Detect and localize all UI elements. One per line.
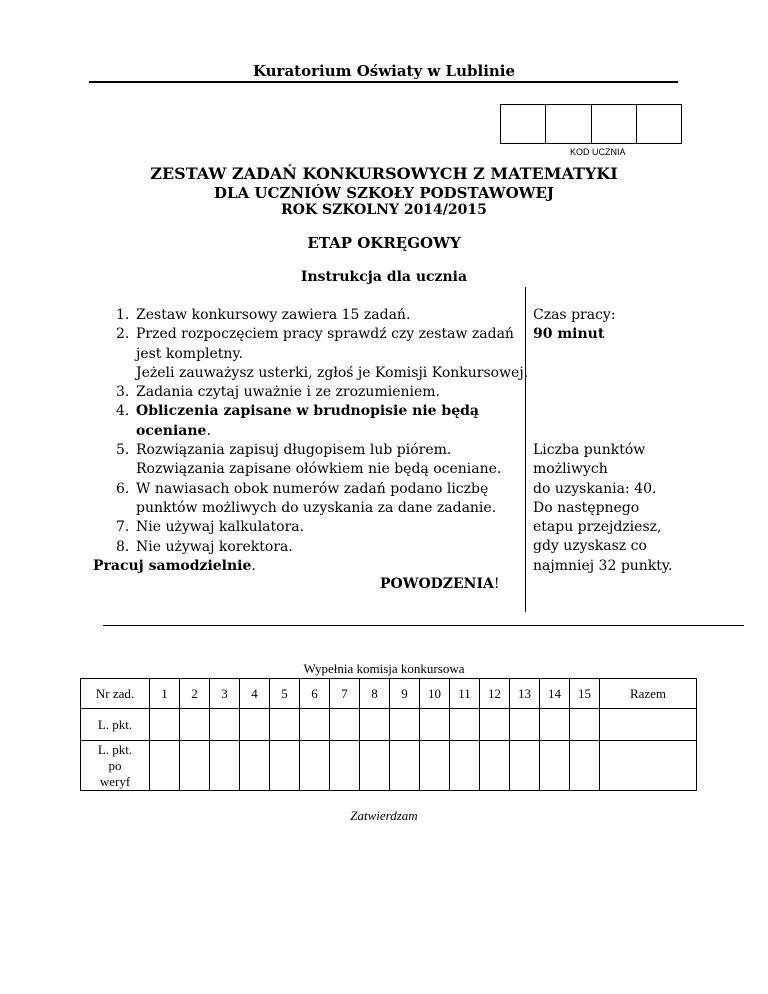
points-info-line: Do następnego xyxy=(533,499,640,516)
points-info xyxy=(533,441,672,576)
work-alone-suffix: . xyxy=(251,558,256,574)
task-number: 15 xyxy=(570,679,600,709)
score-cell[interactable] xyxy=(390,709,420,741)
score-cell[interactable] xyxy=(420,709,450,741)
score-cell[interactable] xyxy=(150,709,180,741)
score-total-cell[interactable] xyxy=(600,709,697,741)
score-row xyxy=(81,741,697,791)
score-cell[interactable] xyxy=(180,709,210,741)
score-cell[interactable] xyxy=(360,709,390,741)
code-cell[interactable] xyxy=(592,105,637,143)
title-line-3: ROK SZKOLNY 2014/2015 xyxy=(281,202,487,218)
score-row xyxy=(81,709,697,741)
rule-text: Rozwiązania zapisane ołówkiem nie będą oceniane. xyxy=(136,461,502,478)
section-divider xyxy=(103,625,744,626)
score-row-label: L. pkt. po weryf xyxy=(81,741,150,791)
rule-text: Zadania czytaj uważnie i ze zrozumieniem. xyxy=(136,384,440,401)
points-info-line: etapu przejdziesz, xyxy=(533,519,662,536)
student-code-box xyxy=(500,104,682,144)
rule-text: Obliczenia zapisane w brudnopisie nie będą oceniane xyxy=(136,403,479,439)
rule-text: Jeżeli zauważysz usterki, zgłoś je Komisji Konkursowej. xyxy=(136,364,529,381)
rule-number: 5. xyxy=(116,442,130,459)
rule-item xyxy=(116,518,536,537)
rule-item xyxy=(116,325,536,344)
score-cell[interactable] xyxy=(450,709,480,741)
rule-text: Nie używaj kalkulatora. xyxy=(136,519,305,536)
score-cell[interactable] xyxy=(480,709,510,741)
score-table xyxy=(80,678,697,791)
score-cell[interactable] xyxy=(330,709,360,741)
task-number: 4 xyxy=(240,679,270,709)
approve-label: Zatwierdzam xyxy=(350,808,418,823)
score-cell[interactable] xyxy=(360,741,390,791)
rule-text: Nie używaj korektora. xyxy=(136,538,293,555)
task-number: 10 xyxy=(420,679,450,709)
title-line-1: ZESTAW ZADAŃ KONKURSOWYCH Z MATEMATYKI xyxy=(150,164,618,183)
title-line-2: DLA UCZNIÓW SZKOŁY PODSTAWOWEJ xyxy=(213,184,555,202)
rule-text: jest kompletny. xyxy=(136,345,243,362)
student-code-label: KOD UCZNIA xyxy=(570,147,626,157)
rule-text: punktów możliwych do uzyskania za dane zadanie. xyxy=(136,499,497,516)
score-cell[interactable] xyxy=(180,741,210,791)
score-cell[interactable] xyxy=(570,741,600,791)
rules-list xyxy=(116,306,536,557)
rule-item xyxy=(116,364,536,383)
stage-title: ETAP OKRĘGOWY xyxy=(307,234,461,252)
time-label: Czas pracy: xyxy=(533,307,616,323)
rule-number: 1. xyxy=(116,307,130,323)
score-cell[interactable] xyxy=(330,741,360,791)
rule-text: Zestaw konkursowy zawiera 15 zadań. xyxy=(136,307,411,323)
task-number: 11 xyxy=(450,679,480,709)
points-info-line: Liczba punktów xyxy=(533,442,646,458)
score-cell[interactable] xyxy=(210,709,240,741)
rule-item xyxy=(116,383,536,402)
score-cell[interactable] xyxy=(300,709,330,741)
rule-item xyxy=(116,499,536,518)
task-number-label: Nr zad. xyxy=(81,679,150,709)
score-cell[interactable] xyxy=(240,741,270,791)
rule-text: Przed rozpoczęciem pracy sprawdź czy zestaw zadań xyxy=(136,326,514,343)
rule-number: 8. xyxy=(116,538,130,555)
task-number: 7 xyxy=(330,679,360,709)
rule-number: 3. xyxy=(116,384,130,401)
rule-text: Rozwiązania zapisuj długopisem lub piórem. xyxy=(136,442,452,459)
score-cell[interactable] xyxy=(270,709,300,741)
rule-suffix: . xyxy=(206,422,211,439)
score-cell[interactable] xyxy=(510,741,540,791)
task-number: 1 xyxy=(150,679,180,709)
score-cell[interactable] xyxy=(420,741,450,791)
task-number: 2 xyxy=(180,679,210,709)
good-luck-note xyxy=(380,576,500,592)
header-title: Kuratorium Oświaty w Lublinie xyxy=(252,62,516,80)
good-luck-suffix: ! xyxy=(493,576,500,592)
work-alone-text: Pracuj samodzielnie xyxy=(93,558,252,574)
good-luck-text: POWODZENIA xyxy=(380,576,494,592)
rule-item xyxy=(116,480,536,499)
committee-caption: Wypełnia komisja konkursowa xyxy=(303,661,465,676)
instruction-heading: Instrukcja dla ucznia xyxy=(300,269,468,285)
points-info-line: najmniej 32 punkty. xyxy=(533,557,673,574)
score-cell[interactable] xyxy=(570,709,600,741)
rule-item xyxy=(116,538,536,557)
rule-item xyxy=(116,306,536,325)
task-number: 13 xyxy=(510,679,540,709)
rule-text: W nawiasach obok numerów zadań podano liczbę xyxy=(136,480,489,497)
score-total-cell[interactable] xyxy=(600,741,697,791)
score-row-label: L. pkt. xyxy=(81,709,150,741)
rule-number: 2. xyxy=(116,326,130,343)
code-cell[interactable] xyxy=(501,105,546,143)
time-value: 90 minut xyxy=(533,326,605,342)
rule-number: 7. xyxy=(116,519,130,536)
score-header-row xyxy=(81,679,697,709)
rule-number: 4. xyxy=(116,403,130,420)
score-cell[interactable] xyxy=(300,741,330,791)
rule-item xyxy=(116,402,536,441)
rule-number: 6. xyxy=(116,480,130,497)
score-cell[interactable] xyxy=(540,741,570,791)
score-cell[interactable] xyxy=(480,741,510,791)
code-cell[interactable] xyxy=(637,105,681,143)
score-cell[interactable] xyxy=(450,741,480,791)
score-cell[interactable] xyxy=(390,741,420,791)
task-number: 8 xyxy=(360,679,390,709)
task-number: 5 xyxy=(270,679,300,709)
points-info-line: do uzyskania: 40. xyxy=(533,480,657,497)
score-cell[interactable] xyxy=(240,709,270,741)
points-info-line: możliwych xyxy=(533,461,608,478)
task-number: 12 xyxy=(480,679,510,709)
rule-item xyxy=(116,441,536,460)
task-number: 3 xyxy=(210,679,240,709)
task-number: 9 xyxy=(390,679,420,709)
score-cell[interactable] xyxy=(510,709,540,741)
header-divider xyxy=(89,81,678,83)
points-info-line: gdy uzyskasz co xyxy=(533,538,647,555)
score-cell[interactable] xyxy=(540,709,570,741)
score-cell[interactable] xyxy=(150,741,180,791)
task-number: 6 xyxy=(300,679,330,709)
work-alone-note xyxy=(93,558,256,574)
score-cell[interactable] xyxy=(210,741,240,791)
score-cell[interactable] xyxy=(270,741,300,791)
rule-item xyxy=(116,460,536,479)
task-number: 14 xyxy=(540,679,570,709)
rule-item xyxy=(116,345,536,364)
total-label: Razem xyxy=(600,679,697,709)
code-cell[interactable] xyxy=(546,105,591,143)
